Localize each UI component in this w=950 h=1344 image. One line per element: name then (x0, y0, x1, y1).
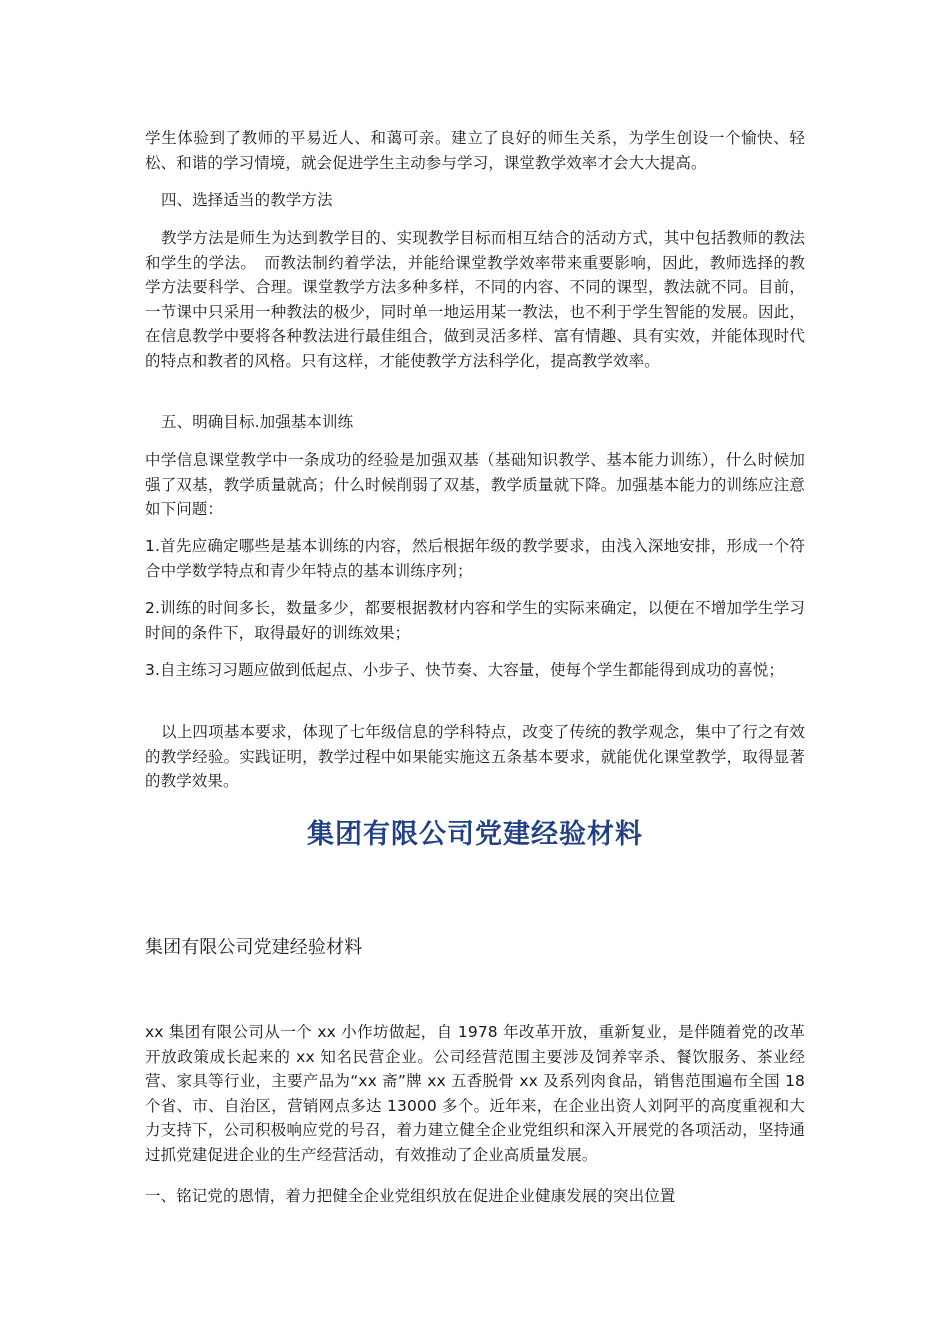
document-title: 集团有限公司党建经验材料 (307, 819, 643, 850)
heading-section-4: 四、选择适当的教学方法 (161, 191, 333, 209)
paragraph-teacher-student: 学生体验到了教师的平易近人、和蔼可亲。建立了良好的师生关系，为学生创设一个愉快、轻松、和谐的学习情境，就会促进学生主动参与学习，课堂教学效率才会大大提高。 (145, 129, 805, 172)
paragraph-summary: 以上四项基本要求，体现了七年级信息的学科特点，改变了传统的教学观念，集中了行之有效的教学经验。实践证明，教学过程中如果能实施这五条基本要求，就能优化课堂教学，取得显著的教学效果。 (145, 723, 805, 790)
document-subtitle: 集团有限公司党建经验材料 (145, 937, 363, 958)
paragraph-basic-training: 中学信息课堂教学中一条成功的经验是加强双基（基础知识教学、基本能力训练），什么时候加强了双基，教学质量就高；什么时候削弱了双基，教学质量就下降。加强基本能力的训练应注意如下问题： (145, 451, 805, 518)
heading-section-5: 五、明确目标.加强基本训练 (161, 413, 354, 431)
paragraph-teaching-methods: 教学方法是师生为达到教学目的、实现教学目标而相互结合的活动方式，其中包括教师的教法和学生的学法。 而教法制约着学法，并能给课堂教学效率带来重要影响，因此，教师选择的教学方法要科学、合理。课堂教学方法多种多样，不同的内容、不同的课型，教法就不同。目前，一节课中只采用一种教法的极少，同时单一地运用某一教法，也不利于学生智能的发展。因此，在信息教学中要将各种教法进行最佳组合，做到灵活多样、富有情趣、具有实效，并能体现时代的特点和教者的风格。只有这样，才能使教学方法科学化，提高教学效率。 (145, 229, 805, 370)
heading-section-1: 一、铭记党的恩情，着力把健全企业党组织放在促进企业健康发展的突出位置 (145, 1187, 676, 1205)
paragraph-company-intro: xx 集团有限公司从一个 xx 小作坊做起，自 1978 年改革开放，重新复业，是伴随着党的改革开放政策成长起来的 xx 知名民营企业。公司经营范围主要涉及饲养宰杀、餐饮服务、茶业经营、家具等行业，主要产品为“xx 斋”牌 xx 五香脱骨 xx 及系列肉食品，销售范围遍布全国 18 个省、市、自治区，营销网点多达 13000 多个。近年来，在企业出资人刘阿平的高度重视和大力支持下，公司积极响应党的号召，着力建立健全企业党组织和深入开展党的各项活动，坚持通过抓党建促进企业的生产经营活动，有效推动了企业高质量发展。 (145, 1023, 805, 1164)
list-item-2: 2.训练的时间多长，数量多少，都要根据教材内容和学生的实际来确定，以便在不增加学生学习时间的条件下，取得最好的训练效果； (145, 599, 805, 642)
list-item-3: 3.自主练习习题应做到低起点、小步子、快节奏、大容量，使每个学生都能得到成功的喜悦； (145, 661, 784, 679)
list-item-1: 1.首先应确定哪些是基本训练的内容，然后根据年级的教学要求，由浅入深地安排，形成一个符合中学数学特点和青少年特点的基本训练序列； (145, 537, 805, 580)
